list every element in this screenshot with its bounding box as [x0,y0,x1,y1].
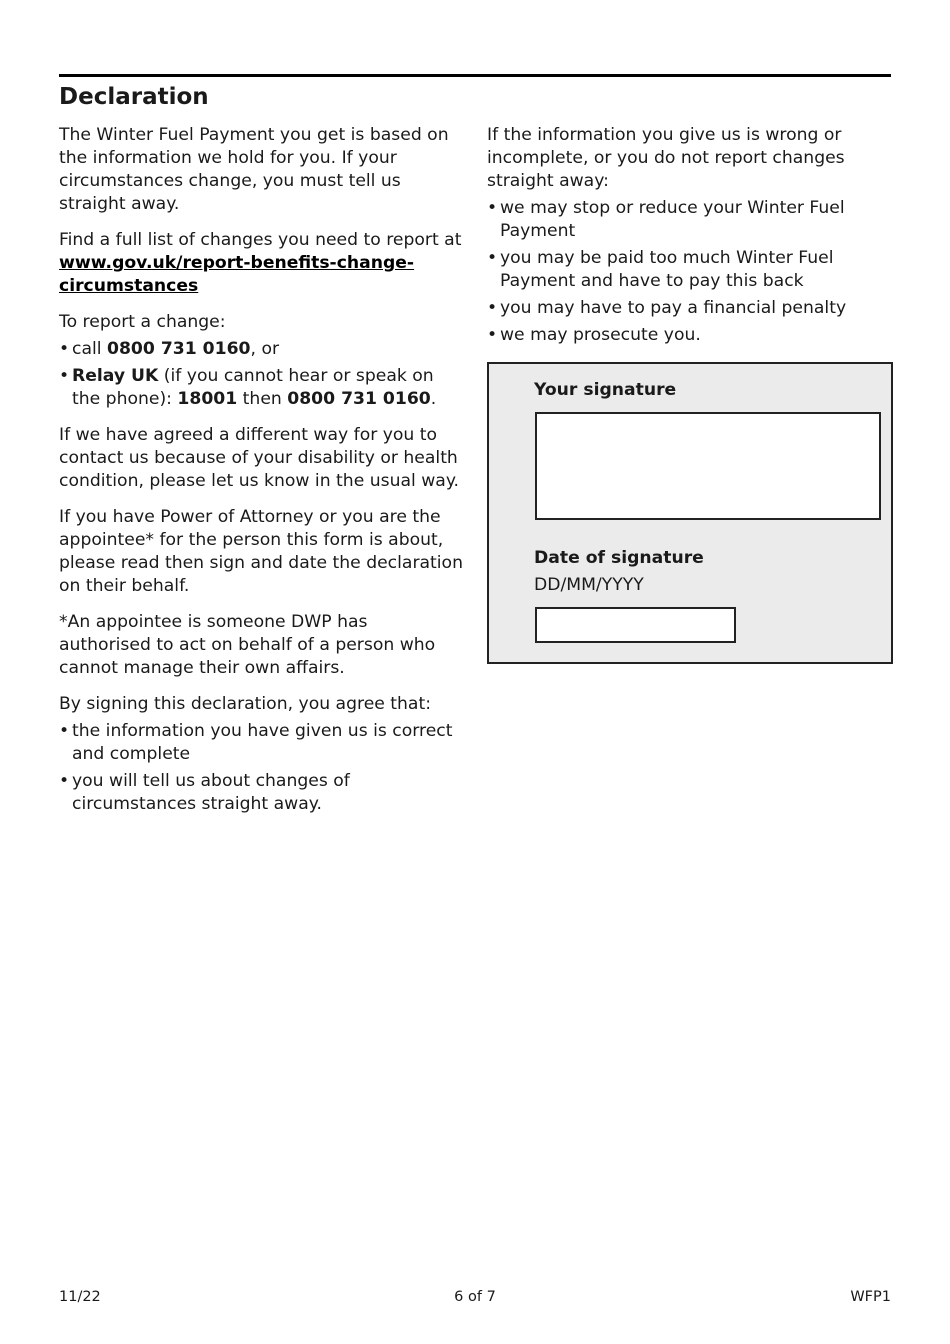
contact-list [59,338,464,411]
footer-page-number: 6 of 7 [454,1289,496,1305]
date-label: Date of signature [534,548,704,568]
signature-panel [487,362,893,664]
right-column [487,124,892,360]
agreement-list [59,720,464,816]
list-item: • you may have to pay a financial penalty [487,297,892,320]
page-title: Declaration [59,84,209,110]
list-item: • Relay UK (if you cannot hear or speak on the phone): 18001 then 0800 731 0160. [59,365,464,411]
list-item: • you may be paid too much Winter Fuel Payment and have to pay this back [487,247,892,293]
agreement-intro: By signing this declaration, you agree that: [59,694,431,714]
phone-number: 0800 731 0160 [107,339,251,359]
list-item: • you will tell us about changes of circumstances straight away. [59,770,464,816]
footer-form-code: WFP1 [850,1289,891,1305]
phone-number: 0800 731 0160 [287,389,431,409]
changes-paragraph: Find a full list of changes you need to report at www.gov.uk/report-benefits-change-circumstances [59,230,462,296]
disability-paragraph: If we have agreed a different way for you to contact us because of your disability or health condition, please let us know in the usual way. [59,425,460,491]
report-change-intro: To report a change: [59,312,226,332]
intro-paragraph: The Winter Fuel Payment you get is based on the information we hold for you. If your circumstances change, you must tell us straight away. [59,125,449,214]
list-item: • the information you have given us is correct and complete [59,720,464,766]
consequences-list [487,197,892,347]
signature-label: Your signature [534,380,677,400]
footer-date: 11/22 [59,1289,101,1305]
attorney-paragraph: If you have Power of Attorney or you are the appointee* for the person this form is about, please read then sign and date the declaration on their behalf. [59,507,463,596]
list-item: • we may stop or reduce your Winter Fuel Payment [487,197,892,243]
list-item: • we may prosecute you. [487,324,892,347]
signature-field[interactable] [535,412,881,520]
date-format-hint: DD/MM/YYYY [534,575,644,595]
report-changes-link[interactable]: www.gov.uk/report-benefits-change-circumstances [59,253,415,296]
relay-code: 18001 [177,389,238,409]
relay-uk-label: Relay UK [72,366,159,386]
list-item: • call 0800 731 0160, or [59,338,464,361]
appointee-note: *An appointee is someone DWP has authorised to act on behalf of a person who cannot manage their own affairs. [59,612,436,678]
top-rule [59,74,891,77]
consequences-intro: If the information you give us is wrong or incomplete, or you do not report changes straight away: [487,125,845,191]
date-field[interactable] [535,607,736,643]
left-column [59,124,464,829]
